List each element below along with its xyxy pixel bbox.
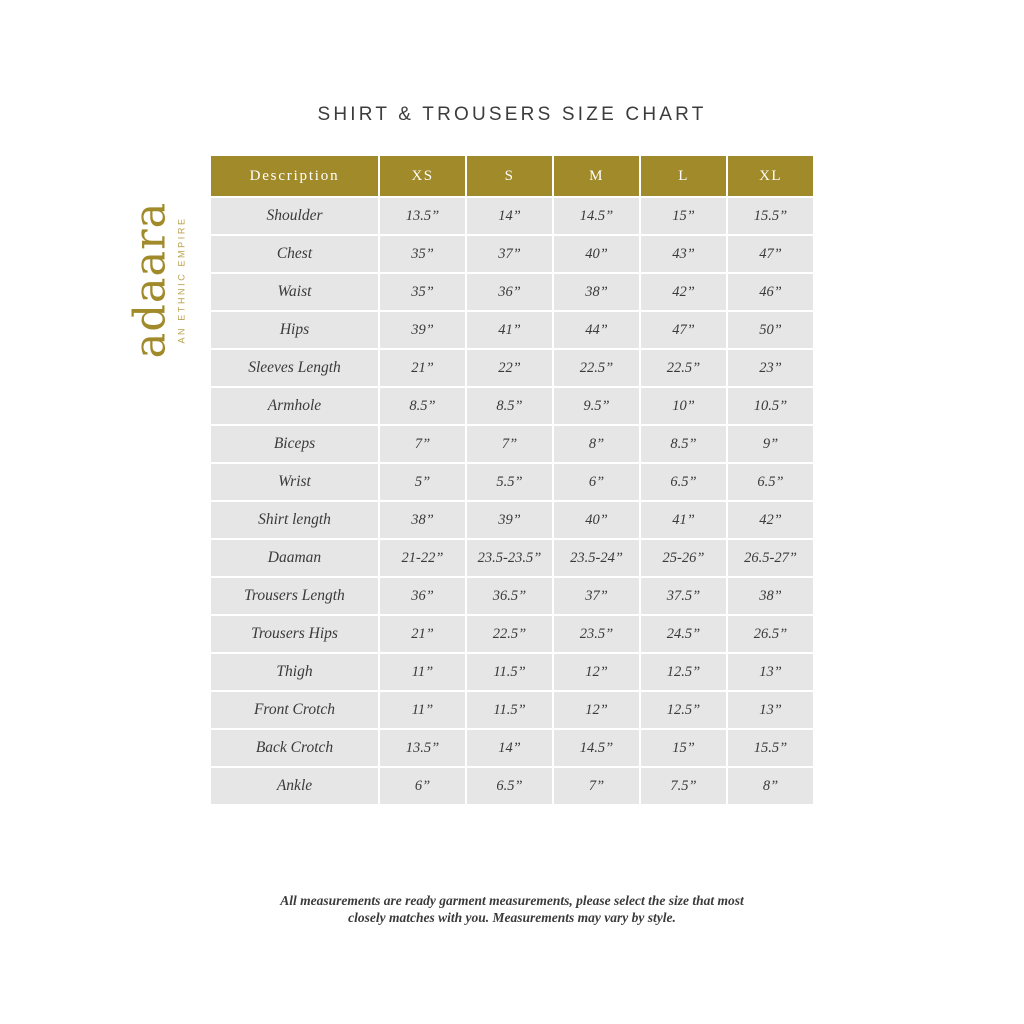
cell-xl: 50” [728,312,813,348]
cell-l: 41” [641,502,726,538]
table-row [211,692,813,728]
cell-s: 39” [467,502,552,538]
cell-xl: 47” [728,236,813,272]
cell-xs: 36” [380,578,465,614]
cell-l: 15” [641,198,726,234]
cell-xs: 5” [380,464,465,500]
row-label: Thigh [211,654,378,690]
cell-s: 11.5” [467,654,552,690]
row-label: Ankle [211,768,378,804]
cell-xs: 38” [380,502,465,538]
cell-xs: 6” [380,768,465,804]
cell-s: 6.5” [467,768,552,804]
column-header-l: L [641,156,726,196]
cell-xs: 21-22” [380,540,465,576]
cell-m: 12” [554,692,639,728]
cell-s: 37” [467,236,552,272]
row-label: Hips [211,312,378,348]
table-row [211,426,813,462]
cell-l: 12.5” [641,654,726,690]
cell-l: 25-26” [641,540,726,576]
column-header-s: S [467,156,552,196]
cell-xs: 39” [380,312,465,348]
cell-xs: 21” [380,350,465,386]
cell-xl: 8” [728,768,813,804]
cell-s: 36.5” [467,578,552,614]
row-label: Waist [211,274,378,310]
table-row [211,236,813,272]
footnote-line-1: All measurements are ready garment measurements, please select the size that most [280,893,744,908]
footnote-line-2: closely matches with you. Measurements may vary by style. [348,909,676,925]
table-row [211,312,813,348]
row-label: Sleeves Length [211,350,378,386]
cell-s: 23.5-23.5” [467,540,552,576]
size-chart-table-wrap [209,154,804,806]
table-row [211,198,813,234]
cell-xl: 6.5” [728,464,813,500]
cell-l: 6.5” [641,464,726,500]
cell-s: 41” [467,312,552,348]
measurements-footnote [0,893,1024,927]
cell-s: 11.5” [467,692,552,728]
cell-l: 43” [641,236,726,272]
cell-xl: 23” [728,350,813,386]
table-header-row [211,156,813,196]
cell-xs: 8.5” [380,388,465,424]
cell-l: 24.5” [641,616,726,652]
cell-xl: 38” [728,578,813,614]
cell-xl: 15.5” [728,730,813,766]
cell-m: 7” [554,768,639,804]
cell-m: 40” [554,236,639,272]
cell-xs: 13.5” [380,198,465,234]
table-row [211,578,813,614]
cell-m: 44” [554,312,639,348]
cell-s: 36” [467,274,552,310]
table-row [211,654,813,690]
table-row [211,274,813,310]
size-chart-table [209,154,815,806]
cell-s: 7” [467,426,552,462]
cell-l: 47” [641,312,726,348]
table-row [211,768,813,804]
cell-l: 42” [641,274,726,310]
table-row [211,730,813,766]
cell-m: 9.5” [554,388,639,424]
table-row [211,350,813,386]
cell-xs: 35” [380,274,465,310]
cell-xs: 11” [380,654,465,690]
cell-xl: 26.5-27” [728,540,813,576]
table-row [211,616,813,652]
row-label: Back Crotch [211,730,378,766]
cell-m: 23.5-24” [554,540,639,576]
cell-xl: 46” [728,274,813,310]
row-label: Chest [211,236,378,272]
cell-l: 12.5” [641,692,726,728]
cell-m: 38” [554,274,639,310]
table-row [211,502,813,538]
table-header [211,156,813,196]
row-label: Armhole [211,388,378,424]
column-header-xl: XL [728,156,813,196]
cell-xs: 21” [380,616,465,652]
cell-xl: 42” [728,502,813,538]
cell-m: 40” [554,502,639,538]
cell-xl: 26.5” [728,616,813,652]
row-label: Front Crotch [211,692,378,728]
table-row [211,540,813,576]
row-label: Shoulder [211,198,378,234]
cell-xs: 35” [380,236,465,272]
row-label: Wrist [211,464,378,500]
cell-m: 23.5” [554,616,639,652]
cell-s: 14” [467,730,552,766]
cell-l: 22.5” [641,350,726,386]
cell-xl: 15.5” [728,198,813,234]
cell-xl: 13” [728,692,813,728]
cell-l: 7.5” [641,768,726,804]
table-body [211,198,813,804]
cell-s: 8.5” [467,388,552,424]
cell-m: 6” [554,464,639,500]
cell-m: 14.5” [554,198,639,234]
row-label: Daaman [211,540,378,576]
cell-xs: 13.5” [380,730,465,766]
row-label: Shirt length [211,502,378,538]
cell-m: 8” [554,426,639,462]
cell-m: 14.5” [554,730,639,766]
cell-xl: 13” [728,654,813,690]
row-label: Biceps [211,426,378,462]
page-title: SHIRT & TROUSERS SIZE CHART [317,104,707,125]
cell-l: 15” [641,730,726,766]
brand-tagline: AN ETHNIC EMPIRE [176,216,187,344]
cell-m: 22.5” [554,350,639,386]
column-header-description: Description [211,156,378,196]
cell-xs: 7” [380,426,465,462]
cell-s: 5.5” [467,464,552,500]
column-header-m: M [554,156,639,196]
table-row [211,464,813,500]
cell-xl: 9” [728,426,813,462]
cell-s: 14” [467,198,552,234]
cell-xs: 11” [380,692,465,728]
cell-s: 22.5” [467,616,552,652]
cell-l: 8.5” [641,426,726,462]
row-label: Trousers Hips [211,616,378,652]
cell-l: 10” [641,388,726,424]
cell-s: 22” [467,350,552,386]
row-label: Trousers Length [211,578,378,614]
brand-name: adaara [125,201,176,359]
cell-m: 37” [554,578,639,614]
cell-xl: 10.5” [728,388,813,424]
cell-l: 37.5” [641,578,726,614]
brand-logo [108,180,208,380]
table-row [211,388,813,424]
cell-m: 12” [554,654,639,690]
column-header-xs: XS [380,156,465,196]
